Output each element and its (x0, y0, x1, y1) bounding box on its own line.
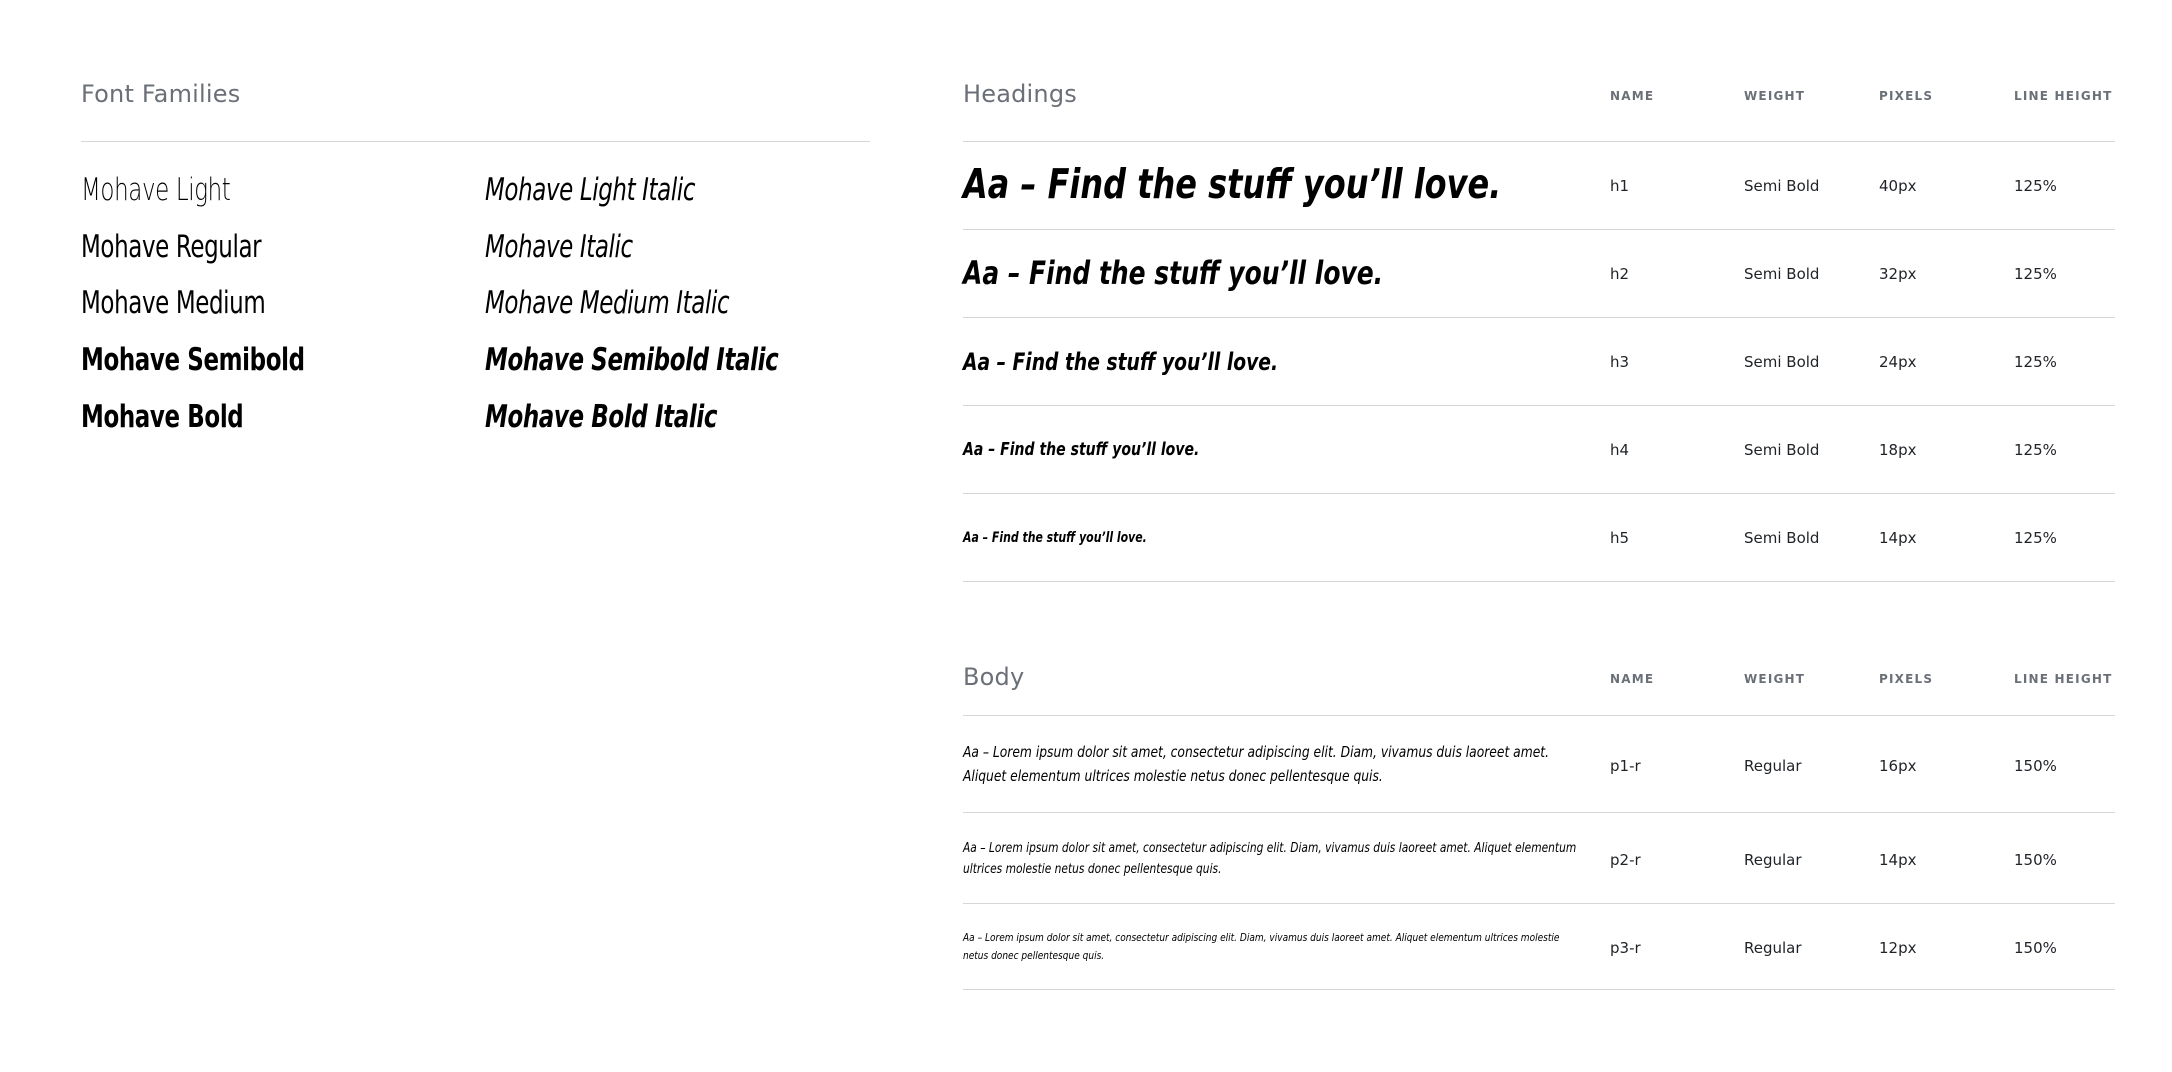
family-italic: Mohave Italic (485, 229, 633, 265)
body-name-p2: p2-r (1610, 851, 1641, 869)
family-bold: Mohave Bold (81, 399, 244, 435)
heading-row-divider (963, 317, 2115, 318)
body-sample-p3 (963, 929, 1559, 965)
heading-weight-h1: Semi Bold (1744, 177, 1820, 195)
family-semibold: Mohave Semibold (81, 342, 305, 378)
font-families-title: Font Families (81, 80, 241, 108)
heading-name-h1: h1 (1610, 177, 1630, 195)
heading-sample-h2: Aa – Find the stuff you’ll love. (963, 254, 1384, 292)
body-sample-p1-line2: Aliquet elementum ultrices molestie netus donec pellentesque quis. (963, 767, 1383, 785)
body-sample-p2-line1: Aa – Lorem ipsum dolor sit amet, consectetur adipiscing elit. Diam, vivamus duis laoreet amet. Aliquet elementum (963, 841, 1577, 856)
heading-sample-h4: Aa – Find the stuff you’ll love. (963, 439, 1200, 460)
headings-col-pixels: PIXELS (1879, 89, 1934, 103)
family-light-italic: Mohave Light Italic (485, 172, 696, 208)
body-weight-p3: Regular (1744, 939, 1802, 957)
heading-name-h4: h4 (1610, 441, 1630, 459)
body-weight-p2: Regular (1744, 851, 1802, 869)
body-sample-p2 (963, 838, 1576, 880)
heading-name-h3: h3 (1610, 353, 1630, 371)
heading-sample-h5: Aa – Find the stuff you’ll love. (963, 530, 1147, 546)
heading-pixels-h5: 14px (1879, 529, 1917, 547)
body-col-line-height: LINE HEIGHT (2014, 672, 2113, 686)
heading-weight-h5: Semi Bold (1744, 529, 1820, 547)
family-regular: Mohave Regular (81, 229, 262, 265)
heading-sample-h3: Aa – Find the stuff you’ll love. (963, 348, 1279, 376)
heading-name-h2: h2 (1610, 265, 1630, 283)
heading-line-height-h5: 125% (2014, 529, 2057, 547)
family-semibold-italic: Mohave Semibold Italic (485, 342, 779, 378)
heading-row-divider (963, 229, 2115, 230)
heading-weight-h3: Semi Bold (1744, 353, 1820, 371)
body-weight-p1: Regular (1744, 757, 1802, 775)
headings-title: Headings (963, 80, 1077, 108)
body-row-divider (963, 903, 2115, 904)
body-sample-p3-line1: Aa – Lorem ipsum dolor sit amet, consectetur adipiscing elit. Diam, vivamus duis laoreet amet. Aliquet elementum ultrices molestie (963, 931, 1560, 944)
heading-row-divider (963, 581, 2115, 582)
body-name-p3: p3-r (1610, 939, 1641, 957)
family-medium: Mohave Medium (81, 285, 266, 321)
heading-line-height-h4: 125% (2014, 441, 2057, 459)
heading-row-divider (963, 493, 2115, 494)
body-row-divider (963, 812, 2115, 813)
body-pixels-p2: 14px (1879, 851, 1917, 869)
body-sample-p1 (963, 740, 1549, 788)
headings-col-weight: WEIGHT (1744, 89, 1806, 103)
heading-line-height-h3: 125% (2014, 353, 2057, 371)
body-divider (963, 715, 2115, 716)
body-col-pixels: PIXELS (1879, 672, 1934, 686)
heading-line-height-h1: 125% (2014, 177, 2057, 195)
family-light: Mohave Light (81, 172, 231, 208)
family-medium-italic: Mohave Medium Italic (485, 285, 730, 321)
headings-col-name: NAME (1610, 89, 1655, 103)
body-line-height-p1: 150% (2014, 757, 2057, 775)
heading-pixels-h3: 24px (1879, 353, 1917, 371)
body-title: Body (963, 663, 1025, 691)
heading-pixels-h1: 40px (1879, 177, 1917, 195)
heading-weight-h2: Semi Bold (1744, 265, 1820, 283)
body-line-height-p2: 150% (2014, 851, 2057, 869)
headings-col-line-height: LINE HEIGHT (2014, 89, 2113, 103)
heading-pixels-h2: 32px (1879, 265, 1917, 283)
heading-pixels-h4: 18px (1879, 441, 1917, 459)
body-col-name: NAME (1610, 672, 1655, 686)
headings-divider (963, 141, 2115, 142)
body-row-divider (963, 989, 2115, 990)
body-sample-p2-line2: ultrices molestie netus donec pellentesque quis. (963, 862, 1222, 877)
body-pixels-p3: 12px (1879, 939, 1917, 957)
heading-weight-h4: Semi Bold (1744, 441, 1820, 459)
body-col-weight: WEIGHT (1744, 672, 1806, 686)
body-sample-p1-line1: Aa – Lorem ipsum dolor sit amet, consectetur adipiscing elit. Diam, vivamus duis laoreet amet. (963, 743, 1549, 761)
body-name-p1: p1-r (1610, 757, 1641, 775)
body-sample-p3-line2: netus donec pellentesque quis. (963, 949, 1105, 962)
heading-name-h5: h5 (1610, 529, 1630, 547)
body-pixels-p1: 16px (1879, 757, 1917, 775)
heading-line-height-h2: 125% (2014, 265, 2057, 283)
heading-sample-h1: Aa – Find the stuff you’ll love. (963, 160, 1502, 208)
heading-row-divider (963, 405, 2115, 406)
body-line-height-p3: 150% (2014, 939, 2057, 957)
family-bold-italic: Mohave Bold Italic (485, 399, 718, 435)
font-families-divider (81, 141, 870, 142)
